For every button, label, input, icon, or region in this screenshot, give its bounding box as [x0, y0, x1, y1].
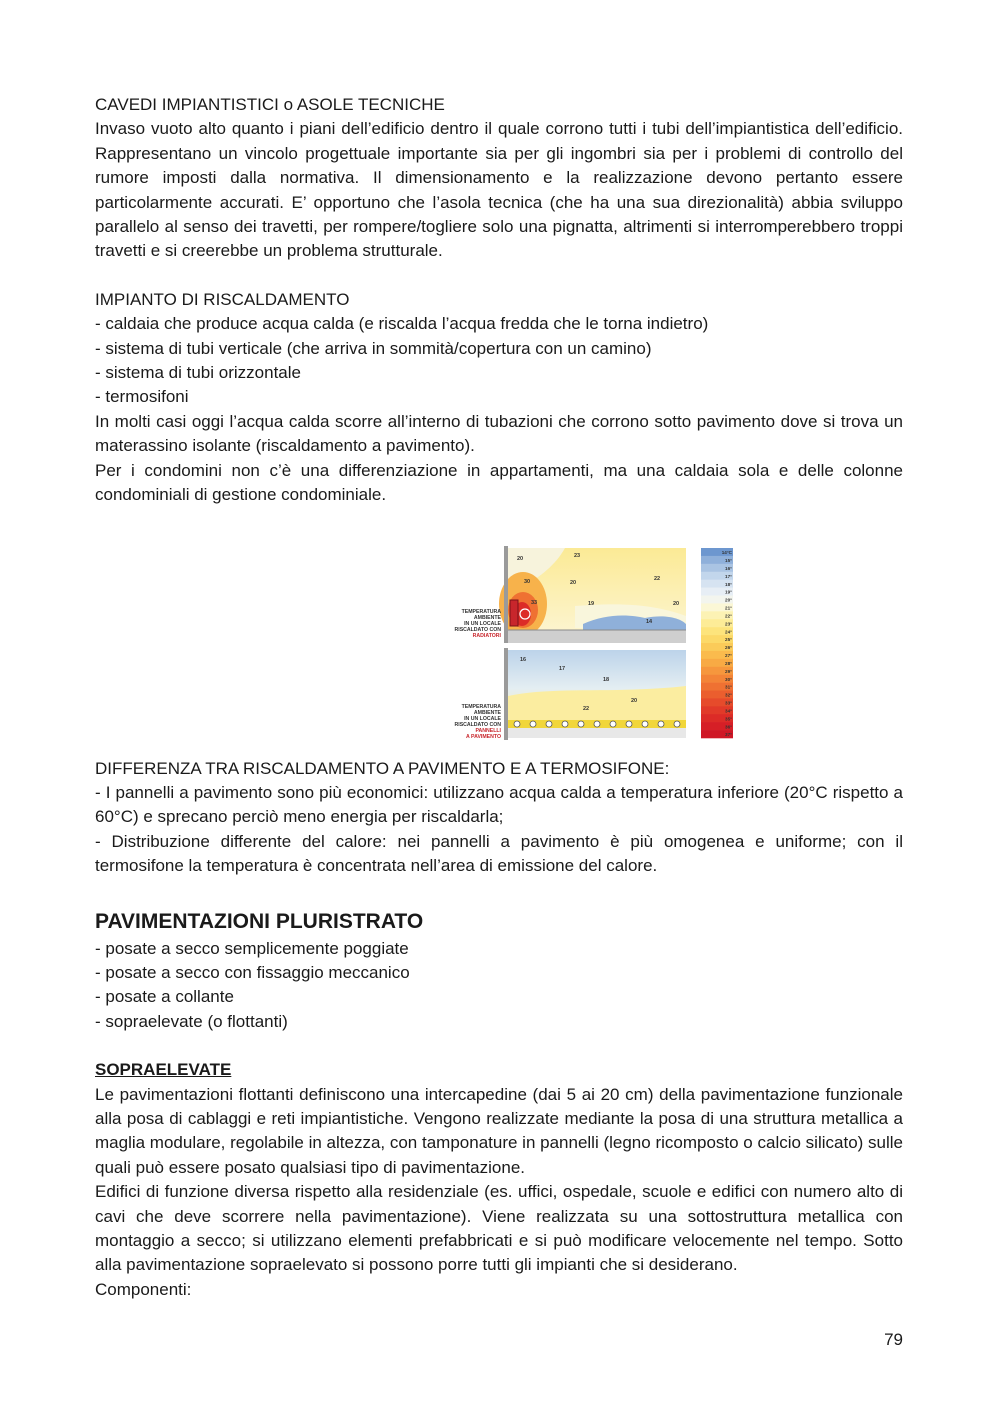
- floor-pipe: [594, 721, 600, 727]
- temperature-value: 20: [673, 600, 680, 607]
- temperature-legend: [701, 548, 733, 738]
- floor-pipe: [546, 721, 552, 727]
- temperature-value: 16: [520, 656, 527, 663]
- pavimentazioni-heading: PAVIMENTAZIONI PLURISTRATO: [95, 909, 424, 933]
- list-item: - sistema di tubi orizzontale: [95, 363, 301, 383]
- legend-label: 20°: [725, 597, 732, 603]
- caption-line: AMBIENTE: [473, 614, 501, 621]
- temperature-value: 20: [517, 555, 524, 562]
- differenza-item: - I pannelli a pavimento sono più economici: utilizzano acqua calda a temperatura inferiore (20°C rispetto a 60°C) e sprecano perciò meno energia per riscaldarla;: [95, 782, 903, 827]
- floor-pipe: [578, 721, 584, 727]
- legend-label: 19°: [725, 589, 732, 595]
- temperature-value: 14: [646, 618, 653, 625]
- legend-label: 24°: [725, 628, 732, 634]
- temperature-value: 23: [574, 552, 581, 559]
- temperature-value: 19: [588, 600, 595, 607]
- temperature-value: 20: [631, 697, 638, 704]
- legend-label: 29°: [725, 668, 732, 674]
- legend-label: 32°: [725, 692, 732, 698]
- caption-line: TEMPERATURA: [461, 608, 501, 615]
- page-content: [95, 93, 903, 1302]
- list-item: - posate a collante: [95, 987, 234, 1007]
- floor-pipe: [530, 721, 536, 727]
- floor-pipe: [514, 721, 520, 727]
- sopraelevate-para2: Edifici di funzione diversa rispetto alla residenziale (es. uffici, ospedale, scuole e edifici con numero alto di cavi che deve scorrere nella pavimentazione). Viene realizzata su una sottostruttura metallica con montaggio a secco; si utilizzano elementi prefabbricati e si può modificare velocemente nel tempo. Sotto alla pavimentazione sopraelevato si possono porre tutti gli impianti che si desiderano.: [95, 1182, 903, 1275]
- caption-highlight: A PAVIMENTO: [466, 733, 501, 740]
- caption-line: RISCALDATO CON: [454, 626, 501, 633]
- temperature-value: 30: [524, 578, 531, 585]
- list-item: - caldaia che produce acqua calda (e riscalda l’acqua fredda che le torna indietro): [95, 314, 709, 334]
- legend-label: 34°: [725, 707, 732, 713]
- legend-label: 31°: [725, 684, 732, 690]
- caption-highlight: PANNELLI: [475, 727, 501, 734]
- caption-line: RISCALDATO CON: [454, 721, 501, 728]
- radiator-caption: [455, 609, 502, 639]
- legend-label: 25°: [725, 636, 732, 642]
- caption-line: IN UN LOCALE: [464, 715, 501, 722]
- legend-label: 30°: [725, 676, 732, 682]
- legend-label: 33°: [725, 700, 732, 706]
- temperature-value: 18: [603, 676, 610, 683]
- floor-pipe: [674, 721, 680, 727]
- legend-label: 16°: [725, 565, 732, 571]
- cavedi-body: Invaso vuoto alto quanto i piani dell’edificio dentro il quale corrono tutti i tubi dell’impiantistica dell’edificio. Rappresentano un vincolo progettuale importante sia per gli ingombri sia per i problemi di controllo del rumore imposti dalla normativa. Il dimensionamento e la realizzazione devono pertanto essere particolarmente accurati. E’ opportuno che l’asola tecnica (che ha una sua direzionalità) abbia sviluppo parallelo al senso dei travetti, per rompere/togliere solo una pignatta, altrimenti si interromperebbero troppi travetti e si creerebbe un problema strutturale.: [95, 119, 903, 261]
- riscaldamento-para2: Per i condomini non c’è una differenziazione in appartamenti, ma una caldaia sola e delle colonne condominiali di gestione condominiale.: [95, 460, 903, 505]
- floor-pipe: [626, 721, 632, 727]
- legend-label: 21°: [725, 605, 732, 611]
- legend-label: 36°: [725, 723, 732, 729]
- riscaldamento-heading: IMPIANTO DI RISCALDAMENTO: [95, 289, 350, 309]
- list-item: - sopraelevate (o flottanti): [95, 1011, 288, 1031]
- list-item: - sistema di tubi verticale (che arriva in sommità/copertura con un camino): [95, 338, 652, 358]
- floor-pipe: [642, 721, 648, 727]
- radiator-panel: [499, 546, 686, 643]
- list-item: - termosifoni: [95, 387, 189, 407]
- temperature-value: 22: [654, 575, 661, 582]
- caption-line: AMBIENTE: [473, 709, 501, 716]
- caption-line: TEMPERATURA: [461, 703, 501, 710]
- differenza-item: - Distribuzione differente del calore: nei pannelli a pavimento è più omogenea e uniforme; con il termosifone la temperatura è concentrata nell’area di emissione del calore.: [95, 831, 903, 876]
- temperature-value: 20: [570, 579, 577, 586]
- legend-label: 17°: [725, 573, 732, 579]
- legend-label: 23°: [725, 620, 732, 626]
- heating-comparison-figure: [95, 546, 903, 749]
- legend-label: 15°: [725, 557, 732, 563]
- temperature-value: 33: [531, 599, 538, 606]
- caption-line: IN UN LOCALE: [464, 620, 501, 627]
- floor-pipe: [658, 721, 664, 727]
- floor-pipe: [562, 721, 568, 727]
- cavedi-heading: CAVEDI IMPIANTISTICI o ASOLE TECNICHE: [95, 95, 445, 114]
- floor-caption: [455, 704, 502, 740]
- list-item: - posate a secco con fissaggio meccanico: [95, 962, 410, 982]
- temperature-value: 22: [583, 705, 590, 712]
- legend-label: 14°C: [721, 549, 732, 555]
- temperature-value: 17: [559, 665, 566, 672]
- legend-label: 18°: [725, 581, 732, 587]
- floor-pipe: [610, 721, 616, 727]
- sopraelevate-heading: SOPRAELEVATE: [95, 1060, 232, 1080]
- legend-label: 22°: [725, 612, 732, 618]
- differenza-heading: DIFFERENZA TRA RISCALDAMENTO A PAVIMENTO E A TERMOSIFONE:: [95, 758, 670, 778]
- legend-label: 35°: [725, 715, 732, 721]
- page-number: 79: [884, 1330, 903, 1349]
- sopraelevate-para3: Componenti:: [95, 1279, 192, 1299]
- temperature-distribution-diagram: [365, 546, 745, 746]
- sopraelevate-para1: Le pavimentazioni flottanti definiscono una intercapedine (dai 5 ai 20 cm) della pavimentazione funzionale alla posa di cablaggi e reti impiantistiche. Vengono realizzate mediante la posa di una struttura metallica a maglia modulare, regolabile in altezza, con tamponature in pannelli (legno ricomposto o calcio silicato) sulle quali può essere posato qualsiasi tipo di pavimentazione.: [95, 1084, 903, 1177]
- legend-label: 26°: [725, 644, 732, 650]
- legend-label: 27°: [725, 652, 732, 658]
- riscaldamento-para1: In molti casi oggi l’acqua calda scorre all’interno di tubazioni che corrono sotto pavimento dove si trova un materassino isolante (riscaldamento a pavimento).: [95, 411, 903, 456]
- list-item: - posate a secco semplicemente poggiate: [95, 938, 409, 958]
- caption-highlight: RADIATORI: [472, 632, 501, 639]
- legend-label: 37°: [725, 731, 732, 737]
- legend-label: 28°: [725, 660, 732, 666]
